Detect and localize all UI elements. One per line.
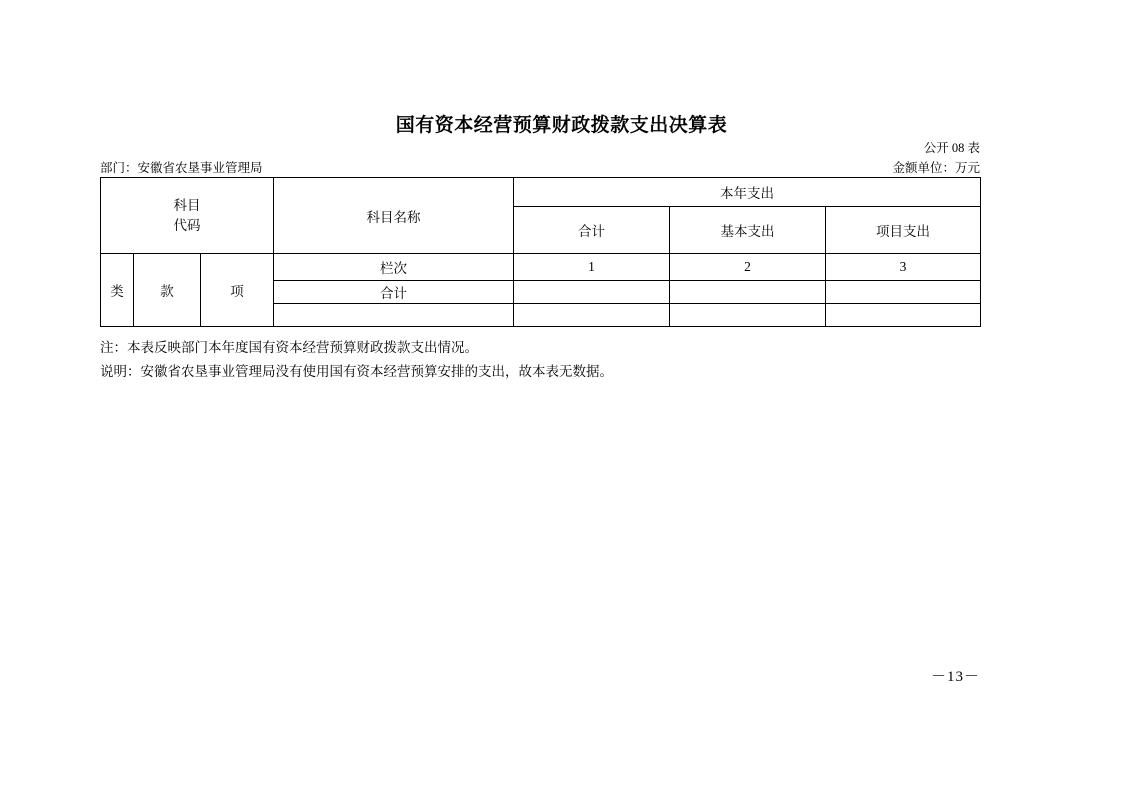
row-total (514, 304, 670, 327)
note-line-2: 说明：安徽省农垦事业管理局没有使用国有资本经营预算安排的支出，故本表无数据。 (100, 363, 613, 379)
header-current-year-expenditure: 本年支出 (514, 178, 981, 207)
row-name (274, 304, 514, 327)
table-notes (100, 336, 1000, 383)
department-label: 部门：安徽省农垦事业管理局 (100, 161, 263, 175)
column-index-1: 1 (514, 254, 670, 281)
row-name: 合计 (274, 281, 514, 304)
page-number: －13－ (930, 669, 980, 685)
header-total: 合计 (514, 207, 670, 254)
column-index-3: 3 (826, 254, 981, 281)
header-subject-name: 科目名称 (274, 178, 514, 254)
header-section: 款 (134, 254, 201, 327)
amount-unit-label: 金额单位：万元 (892, 161, 980, 175)
header-class: 类 (101, 254, 134, 327)
budget-table-container (100, 177, 980, 327)
row-basic (670, 281, 826, 304)
header-basic-expenditure: 基本支出 (670, 207, 826, 254)
budget-table (100, 177, 981, 327)
form-number-label: 公开 08 表 (923, 141, 980, 155)
header-subject-code-line1: 科目 (173, 197, 201, 213)
row-basic (670, 304, 826, 327)
header-subject-code (101, 178, 274, 254)
row-project (826, 281, 981, 304)
header-subject-code-line2: 代码 (173, 217, 201, 233)
table-meta-row (100, 158, 980, 176)
page-title: 国有资本经营预算财政拨款支出决算表 (395, 115, 728, 136)
note-line-1: 注：本表反映部门本年度国有资本经营预算财政拨款支出情况。 (100, 340, 478, 355)
header-project-expenditure: 项目支出 (826, 207, 981, 254)
column-index-2: 2 (670, 254, 826, 281)
header-item: 项 (201, 254, 274, 327)
row-project (826, 304, 981, 327)
column-index-label: 栏次 (274, 254, 514, 281)
row-total (514, 281, 670, 304)
table-header-row-1 (101, 178, 981, 207)
table-column-index-row (101, 254, 981, 281)
